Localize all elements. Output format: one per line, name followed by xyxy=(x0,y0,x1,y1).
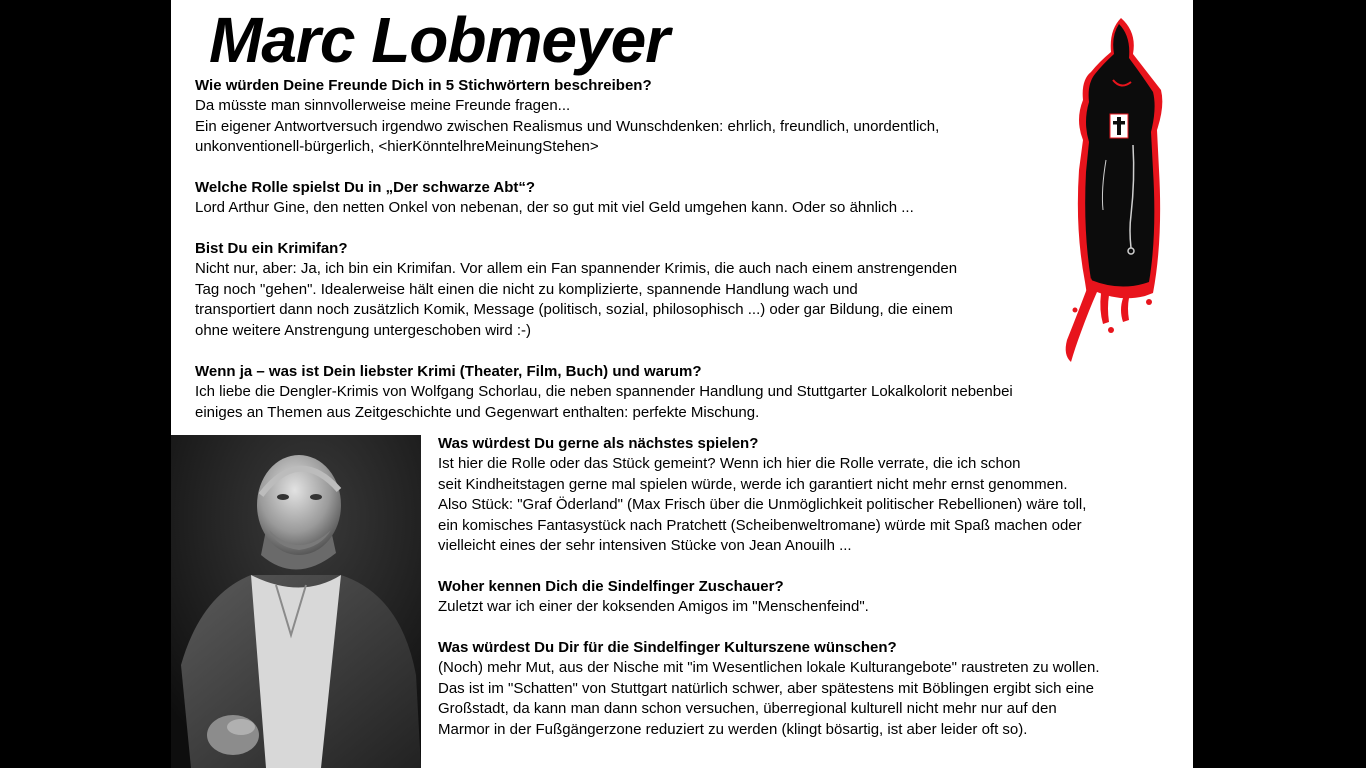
qa-item xyxy=(438,434,1188,556)
answer: Da müsste man sinnvollerweise meine Freunde fragen... Ein eigener Antwortversuch irgendwo zwischen Realismus und Wunschdenken: ehrlich, freundlich, unordentlich, unkonventionell-bürgerlich, <hierKönntelhreMeinungStehen> xyxy=(195,97,940,156)
qa-item xyxy=(438,638,1193,740)
qa-item xyxy=(195,178,1095,219)
actor-portrait-photo xyxy=(171,435,421,768)
answer: Zuletzt war ich einer der koksenden Amigos im "Menschenfeind". xyxy=(438,598,869,616)
answer: Ich liebe die Dengler-Krimis von Wolfgang Schorlau, die neben spannender Handlung und Stuttgarter Lokalkolorit nebenbei einiges an Themen aus Zeitgeschichte und Gegenwart enthalten: perfekte Mischung. xyxy=(195,383,1013,421)
page-title: Marc Lobmeyer xyxy=(209,4,670,76)
answer: Nicht nur, aber: Ja, ich bin ein Krimifan. Vor allem ein Fan spannender Krimis, die auch nach einem anstrengenden Tag noch "gehen". Idealerweise hält einen die nicht zu komplizierte, spannende Handlung wach und transportiert dann noch zusätzlich Komik, Message (politisch, sozial, philosophisch ...) oder gar Bildung, die einem ohne weitere Anstrengung untergeschoben wird :-) xyxy=(195,260,958,339)
qa-item xyxy=(195,76,1095,158)
qa-item xyxy=(195,239,1075,341)
question: Was würdest Du gerne als nächstes spielen? xyxy=(438,435,759,452)
question: Wie würden Deine Freunde Dich in 5 Stichwörtern beschreiben? xyxy=(195,77,652,94)
question: Wenn ja – was ist Dein liebster Krimi (Theater, Film, Buch) und warum? xyxy=(195,363,702,380)
answer: (Noch) mehr Mut, aus der Nische mit "im Wesentlichen lokale Kulturangebote" raustreten zu wollen. Das ist im "Schatten" von Stuttgart natürlich schwer, aber spätestens mit Böblingen ergibt sich eine Großstadt, da kann man dann schon versuchen, überregional kulturell nicht mehr nur auf den Marmor in der Fußgängerzone reduziert zu werden (klingt bösartig, ist aber leider oft so). xyxy=(438,659,1100,738)
black-monk-illustration xyxy=(1061,10,1176,370)
question: Woher kennen Dich die Sindelfinger Zuschauer? xyxy=(438,578,784,595)
answer: Lord Arthur Gine, den netten Onkel von nebenan, der so gut mit viel Geld umgehen kann. Oder so ähnlich ... xyxy=(195,199,914,217)
question: Bist Du ein Krimifan? xyxy=(195,240,348,257)
qa-item xyxy=(195,362,1175,423)
answer: Ist hier die Rolle oder das Stück gemeint? Wenn ich hier die Rolle verrate, die ich schon seit Kindheitstagen gerne mal spielen würde, werde ich garantiert nicht mehr ernst genommen. Also Stück: "Graf Öderland" (Max Frisch über die Unmöglichkeit politischer Rebellionen) wäre toll, ein komisches Fantasystück nach Pratchett (Scheibenweltromane) würde mit Spaß machen oder vielleicht eines der sehr intensiven Stücke von Jean Anouilh ... xyxy=(438,455,1087,555)
question: Welche Rolle spielst Du in „Der schwarze Abt“? xyxy=(195,179,536,196)
qa-item xyxy=(438,577,1188,618)
slide xyxy=(171,0,1193,768)
question: Was würdest Du Dir für die Sindelfinger Kulturszene wünschen? xyxy=(438,639,897,656)
